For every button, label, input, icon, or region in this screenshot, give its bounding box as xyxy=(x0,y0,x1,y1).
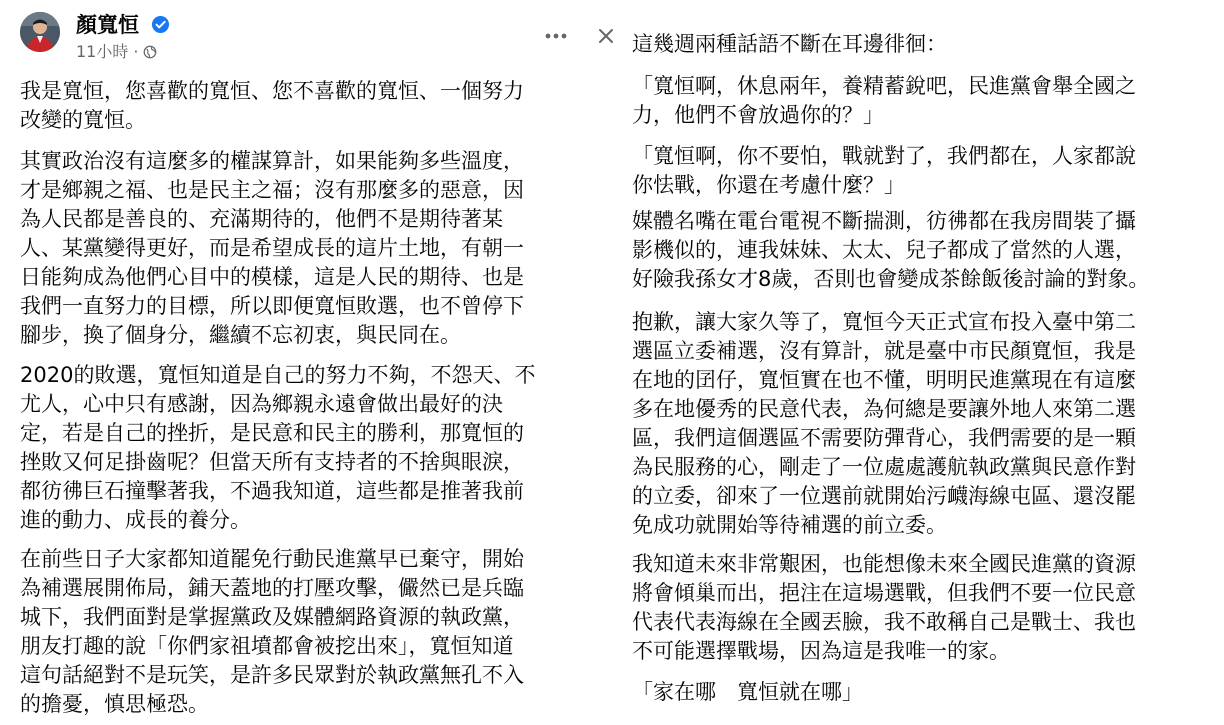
text-line: 影機似的，連我妹妹、太太、兒子都成了當然的人選， xyxy=(632,238,1136,262)
globe-icon xyxy=(143,45,157,59)
text-line: 腳步，換了個身分，繼續不忘初衷，與民同在。 xyxy=(20,323,461,347)
text-line: 選區立委補選，沒有算計，就是臺中市民顏寬恒，我是 xyxy=(632,339,1136,363)
text-line: 都彷彿巨石撞擊著我，不過我知道，這些都是推著我前 xyxy=(20,479,524,503)
author-name[interactable]: 顏寬恒 xyxy=(76,13,139,37)
text-line: 好險我孫女才8歲，否則也會變成茶餘飯後討論的對象。 xyxy=(632,267,1150,291)
text-line: 改變的寬恒。 xyxy=(20,108,146,132)
text-line: 區，我們這個選區不需要防彈背心，我們需要的是一顆 xyxy=(632,426,1136,450)
post-paragraph xyxy=(20,545,524,719)
text-line: 的立委，卻來了一位選前就開始污衊海線屯區、還沒罷 xyxy=(632,484,1136,508)
text-line: 2020的敗選，寬恒知道是自己的努力不夠，不怨天、不 xyxy=(20,363,536,387)
text-line: 為民服務的心，剛走了一位處處護航執政黨與民意作對 xyxy=(632,455,1136,479)
text-line: 我們一直努力的目標，所以即便寬恒敗選，也不曾停下 xyxy=(20,294,524,318)
text-line: 為補選展開佈局，鋪天蓋地的打壓攻擊，儼然已是兵臨 xyxy=(20,576,524,600)
text-line: 定，若是自己的挫折，是民意和民主的勝利，那寬恒的 xyxy=(20,421,524,445)
close-button[interactable] xyxy=(588,18,624,54)
text-line: 「寬恒啊，休息兩年，養精蓄銳吧，民進黨會舉全國之 xyxy=(632,74,1136,98)
text-line: 你怯戰，你還在考慮什麼？」 xyxy=(632,173,905,197)
text-line: 代表代表海線在全國丟臉，我不敢稱自己是戰士、我也 xyxy=(632,610,1136,634)
text-line: 日能夠成為他們心目中的模樣，這是人民的期待、也是 xyxy=(20,265,524,289)
text-line: 的擔憂，慎思極恐。 xyxy=(20,692,209,716)
post-paragraph xyxy=(632,550,1136,666)
post-paragraph xyxy=(632,308,1136,540)
text-line: 在地的囝仔，寬恒實在也不懂，明明民進黨現在有這麼 xyxy=(632,368,1136,392)
author-avatar[interactable] xyxy=(20,12,60,52)
text-line: 我是寬恒，您喜歡的寬恒、您不喜歡的寬恒、一個努力 xyxy=(20,79,524,103)
text-line: 人、某黨變得更好，而是希望成長的這片土地，有朝一 xyxy=(20,236,524,260)
avatar-photo-icon xyxy=(20,12,60,52)
text-line: 進的動力、成長的養分。 xyxy=(20,508,251,532)
post-paragraph xyxy=(20,77,524,135)
text-line: 才是鄉親之福、也是民主之福；沒有那麼多的惡意，因 xyxy=(20,178,524,202)
post-paragraph xyxy=(20,361,535,535)
post-paragraph xyxy=(632,30,947,59)
text-line: 這幾週兩種話語不斷在耳邊徘徊： xyxy=(632,32,947,56)
text-line: 不可能選擇戰場，因為這是我唯一的家。 xyxy=(632,639,1010,663)
close-icon xyxy=(598,28,614,44)
post-paragraph xyxy=(20,147,524,350)
post-paragraph xyxy=(632,142,1136,200)
text-line: 力，他們不會放過你的？」 xyxy=(632,103,884,127)
text-line: 媒體名嘴在電台電視不斷揣測，彷彿都在我房間裝了攝 xyxy=(632,209,1136,233)
text-line: 挫敗又何足掛齒呢？但當天所有支持者的不捨與眼淚， xyxy=(20,450,524,474)
meta-separator: · xyxy=(133,42,139,61)
text-line: 為人民都是善良的、充滿期待的，他們不是期待著某 xyxy=(20,207,503,231)
post-paragraph xyxy=(632,678,863,707)
post-paragraph xyxy=(632,72,1136,130)
more-options-icon xyxy=(545,33,567,39)
text-line: 「家在哪 寬恒就在哪」 xyxy=(632,680,863,704)
text-line: 多在地優秀的民意代表，為何總是要讓外地人來第二選 xyxy=(632,397,1136,421)
text-line: 「寬恒啊，你不要怕，戰就對了，我們都在，人家都說 xyxy=(632,144,1136,168)
text-line: 抱歉，讓大家久等了，寬恒今天正式宣布投入臺中第二 xyxy=(632,310,1136,334)
post-time[interactable]: 11小時 xyxy=(76,42,129,61)
post-paragraph xyxy=(632,207,1149,294)
post-meta xyxy=(76,42,157,62)
text-line: 這句話絕對不是玩笑，是許多民眾對於執政黨無孔不入 xyxy=(20,663,524,687)
text-line: 朋友打趣的說「你們家祖墳都會被挖出來」，寬恒知道 xyxy=(20,634,514,658)
text-line: 免成功就開始等待補選的前立委。 xyxy=(632,513,947,537)
more-options-button[interactable] xyxy=(538,18,574,54)
text-line: 尤人，心中只有感謝，因為鄉親永遠會做出最好的決 xyxy=(20,392,503,416)
text-line: 我知道未來非常艱困，也能想像未來全國民進黨的資源 xyxy=(632,552,1136,576)
text-line: 在前些日子大家都知道罷免行動民進黨早已棄守，開始 xyxy=(20,547,524,571)
text-line: 將會傾巢而出，挹注在這場選戰，但我們不要一位民意 xyxy=(632,581,1136,605)
text-line: 城下，我們面對是掌握黨政及媒體網路資源的執政黨， xyxy=(20,605,524,629)
text-line: 其實政治沒有這麼多的權謀算計，如果能夠多些溫度， xyxy=(20,149,524,173)
verified-badge-icon xyxy=(151,15,170,34)
